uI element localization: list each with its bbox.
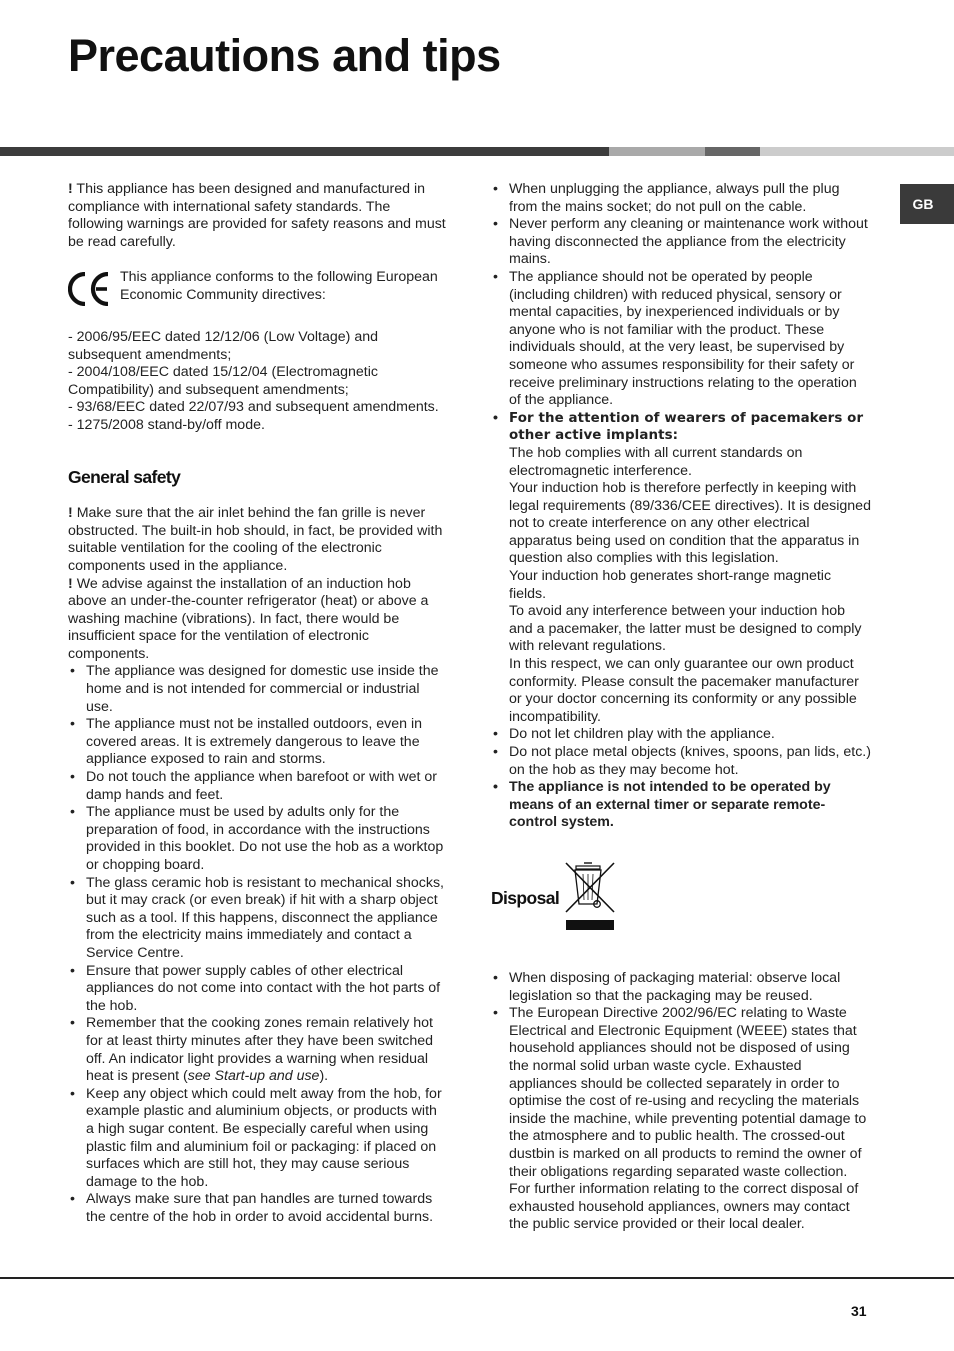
ce-conformity [68,269,446,312]
pacemaker-paragraph: In this respect, we can only guarantee our own product conformity. Please consult the pacemaker manufacturer or your doctor concerning its conformity or any possible incompatibility. [509,656,859,725]
warning-mark: ! [68,575,73,592]
directive-item: - 93/68/EEC dated 22/07/93 and subsequent amendments. [68,399,439,416]
weee-item [491,1005,871,1234]
directive-item: - 1275/2008 stand-by/off mode. [68,416,265,433]
list-item: • When disposing of packaging material: observe local legislation so that the packaging may be reused. [491,970,871,1005]
pacemaker-paragraph: Your induction hob generates short-range magnetic fields. [509,568,832,602]
weee-more-info: For further information relating to the correct disposal of exhausted household appliances, owners may contact the public service provided or their local dealer. [509,1181,859,1233]
list-item: • Do not place metal objects (knives, spoons, pan lids, etc.) on the hob as they may become hot. [491,744,871,779]
pacemaker-paragraph: The hob complies with all current standards on electromagnetic interference. [509,444,803,479]
warning-paragraph [68,576,446,664]
directive-list [68,329,446,435]
list-item: • Keep any object which could melt away from the hob, for example plastic and aluminium objects, or products with a high sugar content. Be especially careful when using plastic film and aluminium foil or packaging: if placed on surfaces which are still hot, they may cause serious damage to the hob. [68,1086,446,1192]
list-item: • Do not touch the appliance when barefoot or with wet or damp hands and feet. [68,769,446,804]
list-item: • The glass ceramic hob is resistant to mechanical shocks, but it may crack (or even break) if hit with a sharp object such as a tool. If this happens, disconnect the appliance from the electricity mains immediately and contact a Service Centre. [68,875,446,963]
right-column [491,181,871,1234]
ce-mark-icon [68,269,120,312]
pacemaker-heading: For the attention of wearers of pacemakers or other active implants: [509,410,864,444]
intro-text: This appliance has been designed and manufactured in compliance with international safety standards. The following warnings are provided for safety reasons and must be read carefully. [68,181,446,250]
pacemaker-item [491,410,871,727]
timer-warning: • The appliance is not intended to be operated by means of an external timer or separate remote-control system. [491,779,871,832]
language-tab: GB [900,184,954,224]
pacemaker-paragraph: To avoid any interference between your induction hob and a pacemaker, the latter must be designed to comply with relevant regulations. [509,603,862,655]
list-item: • The appliance must be used by adults only for the preparation of food, in accordance with the instructions provided in this booklet. Do not use the hob as a worktop or chopping board. [68,804,446,874]
warning-mark: ! [68,505,73,522]
general-safety-heading: General safety [68,466,181,487]
list-item: • Always make sure that pan handles are turned towards the centre of the hob in order to avoid accidental burns. [68,1191,446,1226]
disposal-bullet-list [491,970,871,1234]
disposal-heading: Disposal [491,887,560,908]
list-item: • The appliance should not be operated by people (including children) with reduced physical, sensory or mental capacities, by inexperienced individuals or by anyone who is not familiar with the product. These individuals should, at the very least, be supervised by someone who assumes responsibility for their safety or receive preliminary instructions relating to the operation of the appliance. [491,269,871,410]
pacemaker-paragraph: Your induction hob is therefore perfectly in keeping with legal requirements (89/336/CEE directives). It is designed not to create interference on any other electrical apparatus being used on condition that the apparatus in question also complies with this legislation. [509,480,871,567]
cross-reference: see Start-up and use [187,1068,320,1085]
warning-paragraph [68,505,446,575]
warning-mark: ! [68,181,73,197]
list-item: • When unplugging the appliance, always pull the plug from the mains socket; do not pull on the cable. [491,181,871,216]
warning-text: We advise against the installation of an induction hob above an under-the-counter refrigerator (heat) or above a washing machine (vibrations). In fact, there would be insufficient space for the ventilation of electronic components. [68,575,429,662]
footer-rule [0,1277,954,1279]
list-item: • Do not let children play with the appliance. [491,726,871,744]
directive-item: - 2006/95/EEC dated 12/12/06 (Low Voltage) and subsequent amendments; [68,328,378,363]
weee-text: • The European Directive 2002/96/EC relating to Waste Electrical and Electronic Equipment (WEEE) states that household appliances should not be disposed of using the normal solid urban waste cycle. Exhausted appliances should be collected separately in order to optimise the cost of re-using and recycling the materials inside the machine, while preventing potential damage to the atmosphere and to public health. The crossed-out dustbin is marked on all products to remind the owner of their obligations regarding separated waste collection. [509,1005,867,1180]
list-item: • Ensure that power supply cables of other electrical appliances do not come into contact with the hot parts of the hob. [68,963,446,1016]
left-column [68,181,446,1226]
ce-text: This appliance conforms to the following European Economic Community directives: [120,269,438,303]
safety-bullet-list-continued [491,181,871,832]
safety-bullet-list [68,663,446,1226]
residual-heat-text: Remember that the cooking zones remain relatively hot for at least thirty minutes after they have been switched off. An indicator light provides a warning when residual heat is present ( [86,1015,433,1085]
directive-item: - 2004/108/EEC dated 15/12/04 (Electromagnetic Compatibility) and subsequent amendments; [68,364,378,398]
header-band-light [609,147,705,156]
page-title: Precautions and tips [68,30,501,81]
intro-paragraph [68,181,446,251]
disposal-header [491,860,871,970]
list-item: • Never perform any cleaning or maintenance work without having disconnected the appliance from the electricity mains. [491,216,871,269]
pacemaker-body [509,445,871,727]
list-item: • The appliance must not be installed outdoors, even in covered areas. It is extremely dangerous to leave the appliance exposed to rain and storms. [68,716,446,769]
header-band-mid [705,147,760,156]
warning-text: Make sure that the air inlet behind the fan grille is never obstructed. The built-in hob should, in fact, be provided with suitable ventilation for the cooling of the electronic components used in the appliance. [68,505,443,574]
list-item [68,1015,446,1085]
crossed-out-bin-icon [563,860,617,938]
header-band-dark [0,147,609,156]
residual-heat-text-end: ). [319,1068,329,1085]
header-band-pale [760,147,954,156]
list-item: • The appliance was designed for domestic use inside the home and is not intended for commercial or industrial use. [68,663,446,716]
page-number: 31 [851,1303,867,1319]
